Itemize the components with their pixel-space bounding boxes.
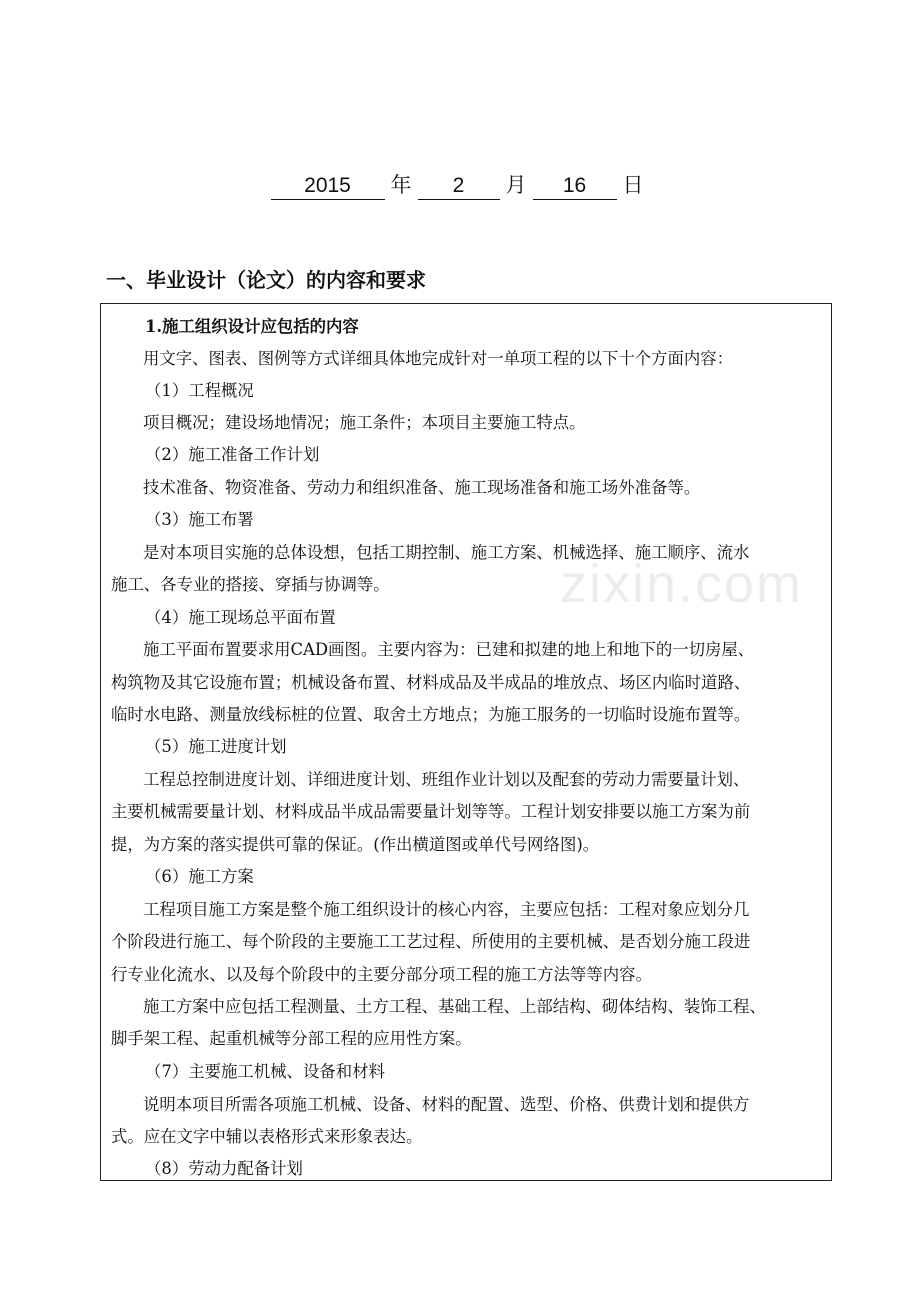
- content-line: 主要机械需要量计划、材料成品半成品需要量计划等等。工程计划安排要以施工方案为前: [111, 802, 751, 821]
- date-day-unit: 日: [622, 173, 644, 197]
- date-line: [0, 170, 920, 200]
- content-line: 临时水电路、测量放线标桩的位置、取舍土方地点；为施工服务的一切临时设施布置等。: [111, 705, 751, 724]
- date-day-field: 16: [533, 173, 617, 200]
- content-line: 项目概况；建设场地情况；施工条件；本项目主要施工特点。: [143, 413, 586, 432]
- content-line: 行专业化流水、以及每个阶段中的主要分部分项工程的施工方法等等内容。: [111, 965, 652, 984]
- content-line-subheading: （1）工程概况: [145, 381, 254, 400]
- content-line-subheading: （2）施工准备工作计划: [145, 445, 320, 464]
- content-line-subheading: （4）施工现场总平面布置: [145, 608, 336, 627]
- section-heading: 一、毕业设计（论文）的内容和要求: [106, 268, 426, 292]
- content-line-subheading: （6）施工方案: [145, 867, 254, 886]
- content-line: 施工平面布置要求用CAD画图。主要内容为：已建和拟建的地上和地下的一切房屋、: [143, 640, 755, 659]
- content-line: 技术准备、物资准备、劳动力和组织准备、施工现场准备和施工场外准备等。: [143, 478, 701, 497]
- content-line: 施工方案中应包括工程测量、土方工程、基础工程、上部结构、砌体结构、装饰工程、: [143, 997, 766, 1016]
- content-line-title: 1.施工组织设计应包括的内容: [145, 317, 359, 336]
- content-line: 个阶段进行施工、每个阶段的主要施工工艺过程、所使用的主要机械、是否划分施工段进: [111, 932, 751, 951]
- content-line: 工程总控制进度计划、详细进度计划、班组作业计划以及配套的劳动力需要量计划、: [143, 770, 750, 789]
- content-line: 施工、各专业的搭接、穿插与协调等。: [111, 575, 390, 594]
- content-line: 提，为方案的落实提供可靠的保证。(作出横道图或单代号网络图)。: [111, 835, 600, 854]
- date-year-field: 2015: [271, 173, 385, 200]
- content-box: [100, 303, 832, 1181]
- content-line: 说明本项目所需各项施工机械、设备、材料的配置、选型、价格、供费计划和提供方: [143, 1095, 750, 1114]
- content-line: 工程项目施工方案是整个施工组织设计的核心内容，主要应包括：工程对象应划分几: [143, 900, 750, 919]
- content-line: 构筑物及其它设施布置；机械设备布置、材料成品及半成品的堆放点、场区内临时道路、: [111, 673, 751, 692]
- content-line: 用文字、图表、图例等方式详细具体地完成针对一单项工程的以下十个方面内容：: [143, 349, 734, 368]
- content-line-subheading: （7）主要施工机械、设备和材料: [145, 1062, 385, 1081]
- watermark: zixin.com: [560, 554, 804, 614]
- content-line-subheading: （8）劳动力配备计划: [145, 1159, 303, 1178]
- date-month-unit: 月: [505, 173, 527, 197]
- content-line: 式。应在文字中辅以表格形式来形象表达。: [111, 1127, 423, 1146]
- content-line-subheading: （5）施工进度计划: [145, 737, 287, 756]
- date-year-unit: 年: [390, 173, 412, 197]
- content-line: 脚手架工程、起重机械等分部工程的应用性方案。: [111, 1029, 472, 1048]
- content-line-subheading: （3）施工布署: [145, 510, 254, 529]
- date-month-field: 2: [418, 173, 500, 200]
- content-line: 是对本项目实施的总体设想，包括工期控制、施工方案、机械选择、施工顺序、流水: [143, 543, 750, 562]
